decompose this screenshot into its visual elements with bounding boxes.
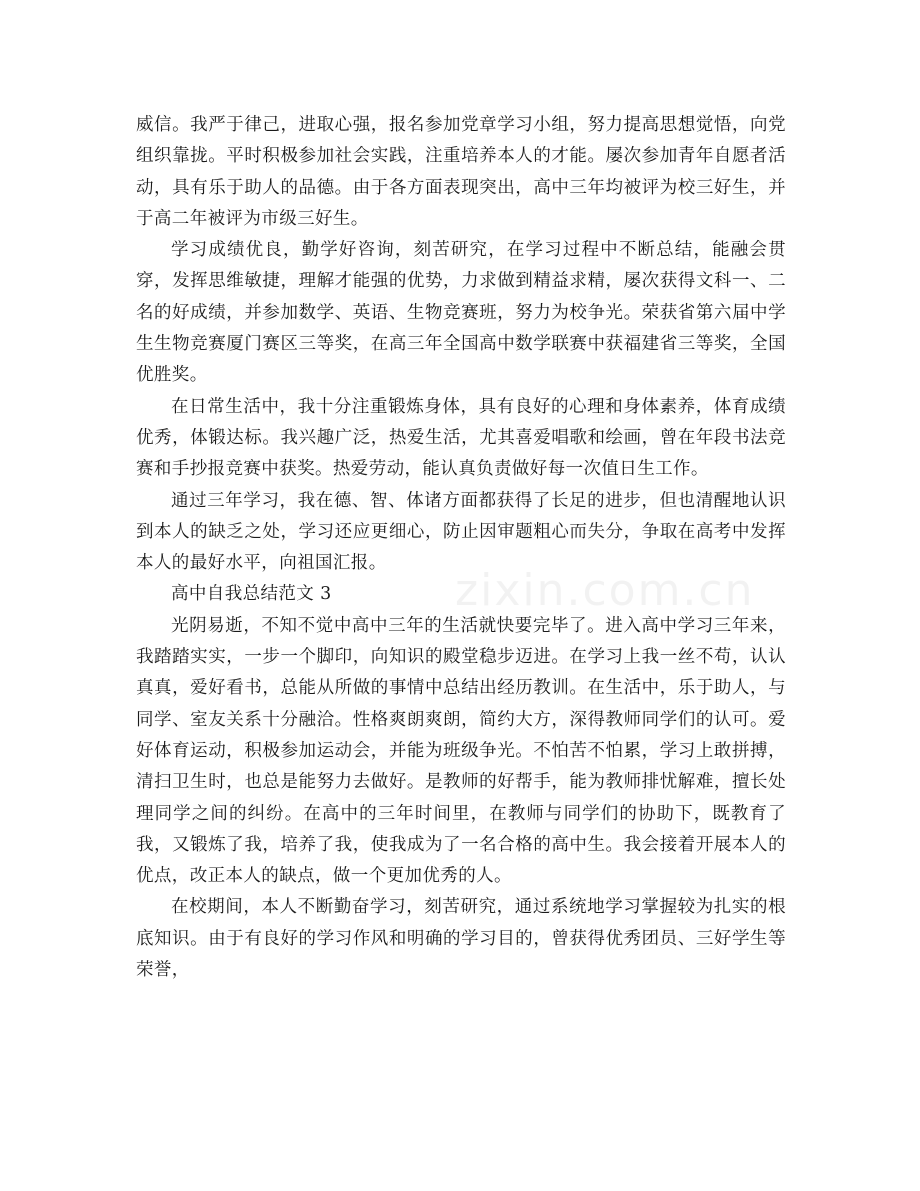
- paragraph-summary-3: 光阴易逝，不知不觉中高中三年的生活就快要完毕了。进入高中学习三年来，我踏踏实实，一步一个脚印，向知识的殿堂稳步迈进。在学习上我一丝不苟，认认真真，爱好看书，总能从所做的事情中总结出经历教训。在生活中，乐于助人，与同学、室友关系十分融洽。性格爽朗爽朗，简约大方，深得教师同学们的认可。爱好体育运动，积极参加运动会，并能为班级争光。不怕苦不怕累，学习上敢拼搏，清扫卫生时，也总是能努力去做好。是教师的好帮手，能为教师排忧解难，擅长处理同学之间的纠纷。在高中的三年时间里，在教师与同学们的协助下，既教育了我，又锻炼了我，培养了我，使我成为了一名合格的高中生。我会接着开展本人的优点，改正本人的缺点，做一个更加优秀的人。: [136, 615, 786, 887]
- document-page: [136, 110, 786, 986]
- paragraph-school-period: 在校期间，本人不断勤奋学习，刻苦研究，通过系统地学习掌握较为扎实的根底知识。由于有良好的学习作风和明确的学习目的，曾获得优秀团员、三好学生等荣誉，: [136, 897, 786, 981]
- paragraph-continued: 威信。我严于律己，进取心强，报名参加党章学习小组，努力提高思想觉悟，向党组织靠拢。平时积极参加社会实践，注重培养本人的才能。屡次参加青年自愿者活动，具有乐于助人的品德。由于各方面表现突出，高中三年均被评为校三好生，并于高二年被评为市级三好生。: [136, 115, 786, 229]
- paragraph-daily-life: 在日常生活中，我十分注重锻炼身体，具有良好的心理和身体素养，体育成绩优秀，体锻达标。我兴趣广泛，热爱生活，尤其喜爱唱歌和绘画，曾在年段书法竞赛和手抄报竞赛中获奖。热爱劳动，能认真负责做好每一次值日生工作。: [136, 396, 786, 480]
- section-heading: 高中自我总结范文 3: [171, 584, 332, 605]
- paragraph-academics: 学习成绩优良，勤学好咨询，刻苦研究，在学习过程中不断总结，能融会贯穿，发挥思维敏捷，理解才能强的优势，力求做到精益求精，屡次获得文科一、二名的好成绩，并参加数学、英语、生物竞赛班，努力为校争光。荣获省第六届中学生生物竞赛厦门赛区三等奖，在高三年全国高中数学联赛中获福建省三等奖，全国优胜奖。: [136, 240, 786, 386]
- paragraph-conclusion: 通过三年学习，我在德、智、体诸方面都获得了长足的进步，但也清醒地认识到本人的缺乏之处，学习还应更细心，防止因审题粗心而失分，争取在高考中发挥本人的最好水平，向祖国汇报。: [136, 490, 786, 574]
- watermark-logo: zixin.com.cn: [455, 565, 755, 616]
